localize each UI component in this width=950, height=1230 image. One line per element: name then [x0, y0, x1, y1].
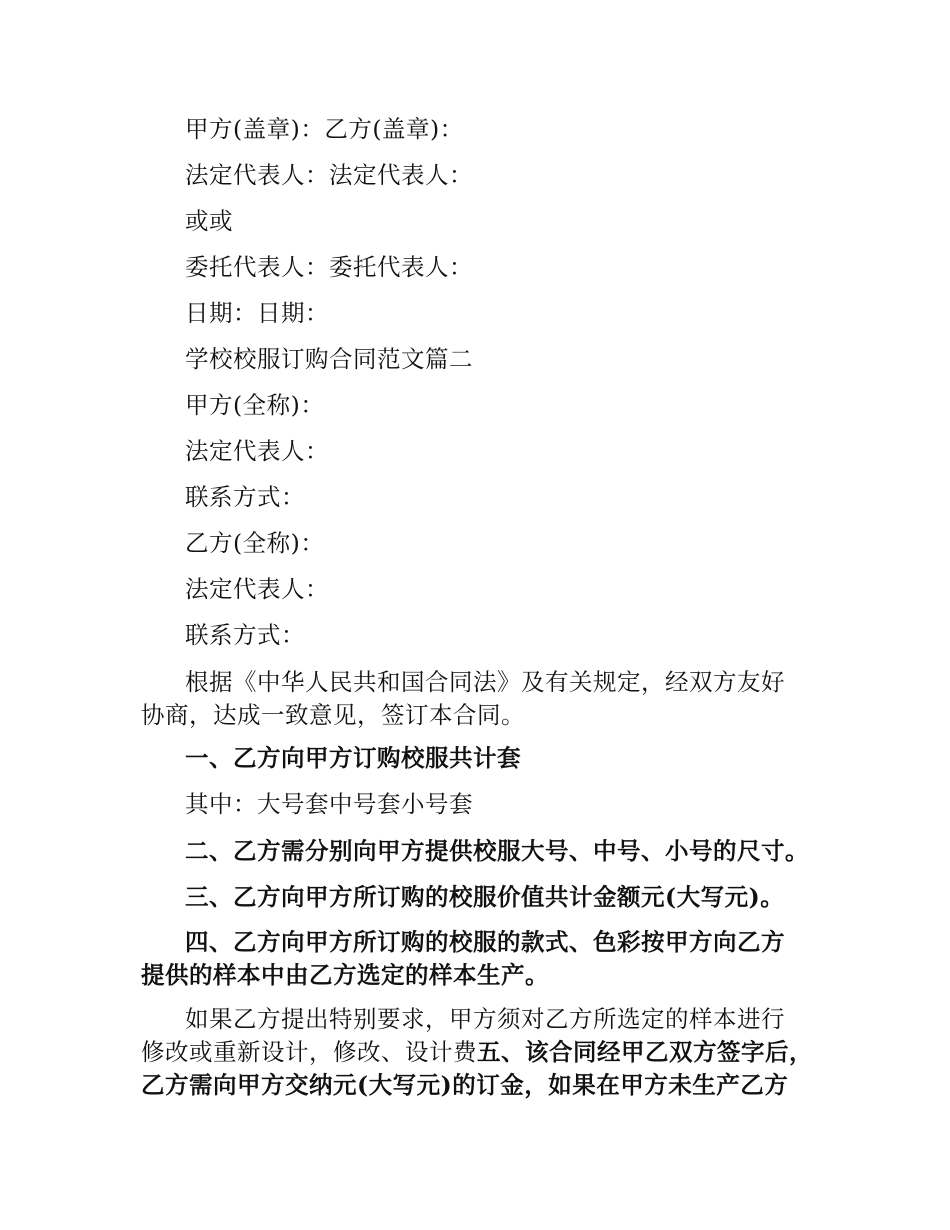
party-b-representative-line: 法定代表人：	[185, 575, 329, 603]
basis-paragraph-line-1: 根据《中华人民共和国合同法》及有关规定，经双方友好	[185, 668, 785, 696]
clause-5-heading: 五、该合同经甲乙双方签字后，	[477, 1038, 813, 1066]
party-b-name-line: 乙方(全称)：	[185, 529, 325, 557]
special-paragraph-line-3: 乙方需向甲方交纳元(大写元)的订金，如果在甲方未生产乙方	[141, 1071, 789, 1099]
special-paragraph-line-1: 如果乙方提出特别要求，甲方须对乙方所选定的样本进行	[185, 1005, 785, 1033]
legal-representative-line: 法定代表人：法定代表人：	[185, 161, 473, 189]
party-a-representative-line: 法定代表人：	[185, 437, 329, 465]
date-line: 日期：日期：	[185, 299, 329, 327]
or-line: 或或	[185, 207, 233, 235]
basis-paragraph-line-2: 协商，达成一致意见，签订本合同。	[141, 701, 525, 729]
special-requirements-paragraph	[141, 1003, 821, 1102]
special-paragraph-line-2-text: 修改或重新设计，修改、设计费	[141, 1038, 477, 1066]
clause-2: 二、乙方需分别向甲方提供校服大号、中号、小号的尺寸。	[185, 837, 809, 865]
clause-4	[141, 926, 821, 992]
special-paragraph-line-2	[141, 1036, 821, 1069]
signature-party-line: 甲方(盖章)：乙方(盖章)：	[185, 115, 464, 143]
authorized-representative-line: 委托代表人：委托代表人：	[185, 253, 473, 281]
section-title: 学校校服订购合同范文篇二	[185, 345, 473, 373]
clause-3: 三、乙方向甲方所订购的校服价值共计金额元(大写元)。	[185, 883, 785, 911]
clause-1-detail: 其中：大号套中号套小号套	[185, 790, 473, 818]
clause-4-line-2: 提供的样本中由乙方选定的样本生产。	[141, 961, 549, 989]
clause-1-heading: 一、乙方向甲方订购校服共计套	[185, 744, 521, 772]
clause-4-line-1: 四、乙方向甲方所订购的校服的款式、色彩按甲方向乙方	[185, 928, 785, 956]
party-b-contact-line: 联系方式：	[185, 621, 305, 649]
basis-paragraph	[141, 666, 821, 732]
party-a-contact-line: 联系方式：	[185, 483, 305, 511]
party-a-name-line: 甲方(全称)：	[185, 391, 325, 419]
